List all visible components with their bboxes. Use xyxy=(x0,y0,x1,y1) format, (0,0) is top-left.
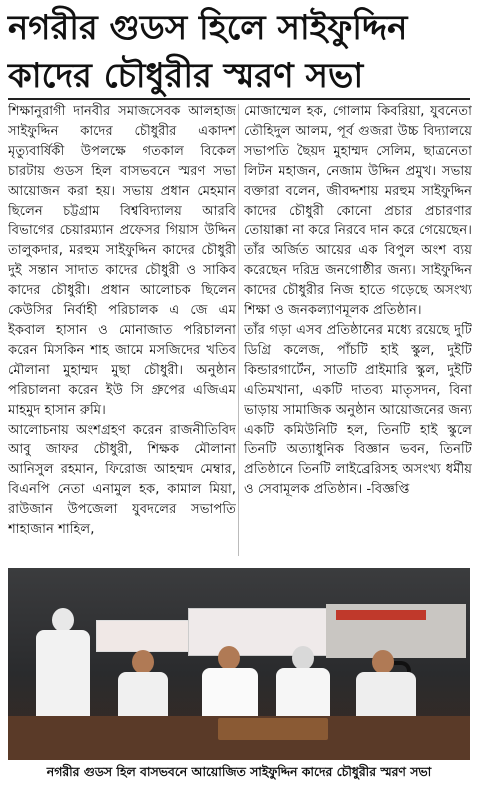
event-photo xyxy=(8,568,470,760)
headline-line-1: নগরীর গুডস হিলে সাইফুদ্দিন xyxy=(8,8,408,48)
article-paragraph: আলোচনায় অংশগ্রহণ করেন রাজনীতিবিদ আবু জাফর চৌধুরী, শিক্ষক মৌলানা আনিসুল রহমান, ফিরোজ আহম্মদ মেম্বার, বিএনপি নেতা এনামুল হক, কামাল মিয়া, রাউজান উপজেলা যুবদলের সভাপতি শাহাজান শাহিল, xyxy=(8,422,236,538)
column-divider xyxy=(238,104,239,556)
photo-caption: নগরীর গুডস হিল বাসভবনে আয়োজিত সাইফুদ্দিন কাদের চৌধুরীর স্মরণ সভা xyxy=(46,764,432,779)
headline-line-2: কাদের চৌধুরীর স্মরণ সভা xyxy=(8,56,364,96)
headline-rule xyxy=(8,98,470,100)
memorial-banner xyxy=(188,608,340,656)
tray xyxy=(218,718,328,740)
headline xyxy=(8,4,470,100)
banner-right xyxy=(326,604,466,658)
article-column-right xyxy=(244,102,472,558)
article-paragraph: তাঁর গড়া এসব প্রতিষ্ঠানের মধ্যে রয়েছে দুটি ডিগ্রি কলেজ, পাঁচটি হাই স্কুল, দুইটি কিন্ডারগার্টেন, সাতটি প্রাইমারি স্কুল, দুইটি এতিমখানা, একটি দাতব্য মাতৃসদন, বিনা ভাড়ায় সামাজিক অনুষ্ঠান আয়োজনের জন্য একটি কমিউনিটি হল, তিনটি হাই স্কুলে তিনটি অত্যাধুনিক বিজ্ঞান ভবন, তিনটি প্রতিষ্ঠানে তিনটি লাইব্রেরিসহ অসংখ্য ধর্মীয় ও সেবামূলক প্রতিষ্ঠান। -বিজ্ঞপ্তি xyxy=(244,322,472,498)
article-paragraph: শিক্ষানুরাগী দানবীর সমাজসেবক আলহাজ সাইফুদ্দিন কাদের চৌধুরীর একাদশ মৃত্যুবার্ষিকী উপলক্ষে গতকাল বিকেল চারটায় গুডস হিল বাসভবনে স্মরণ সভা আয়োজন করা হয়। সভায় প্রধান মেহমান ছিলেন চট্টগ্রাম বিশ্ববিদ্যালয় আরবি বিভাগের চেয়ারম্যান প্রফেসর গিয়াস উদ্দিন তালুকদার, মরহুম সাইফুদ্দিন কাদের চৌধুরী দুই সন্তান সাদাত কাদের চৌধুরী ও সাকিব কাদের চৌধুরী। প্রধান আলোচক ছিলেন কেউসির নির্বাহী পরিচালক এ জে এম ইকবাল হাসান ও মোনাজাত পরিচালনা করেন মিসকিন শাহ জামে মসজিদের খতিব মৌলানা মুহাম্মদ মুছা চৌধুরী। অনুষ্ঠান পরিচালনা করেন ইউ সি গ্রুপের এজিএম মাহমুদ হাসান রুমি। xyxy=(8,104,236,418)
article-paragraph: মোজাম্মেল হক, গোলাম কিবরিয়া, যুবনেতা তৌহিদুল আলম, পূর্ব গুজরা উচ্চ বিদ্যালয়ে সভাপতি ছৈয়দ মুহাম্মদ সেলিম, ছাত্রনেতা লিটন মহাজন, নেজাম উদ্দিন প্রমুখ। সভায় বক্তারা বলেন, জীবদ্দশায় মরহুম সাইফুদ্দিন কাদের চৌধুরী কোনো প্রচার প্রচারণার তোয়াক্কা না করে নিরবে দান করে গেয়েছেন। তাঁর অর্জিত আয়ের এক বিপুল অংশ ব্যয় করেছেন দরিদ্র জনগোষ্ঠীর জন্য। সাইফুদ্দিন কাদের চৌধুরীর নিজ হাতে গড়েছে অসংখ্য শিক্ষা ও জনকল্যাণমূলক প্রতিষ্ঠান। xyxy=(244,104,472,319)
article-column-left xyxy=(8,102,236,558)
